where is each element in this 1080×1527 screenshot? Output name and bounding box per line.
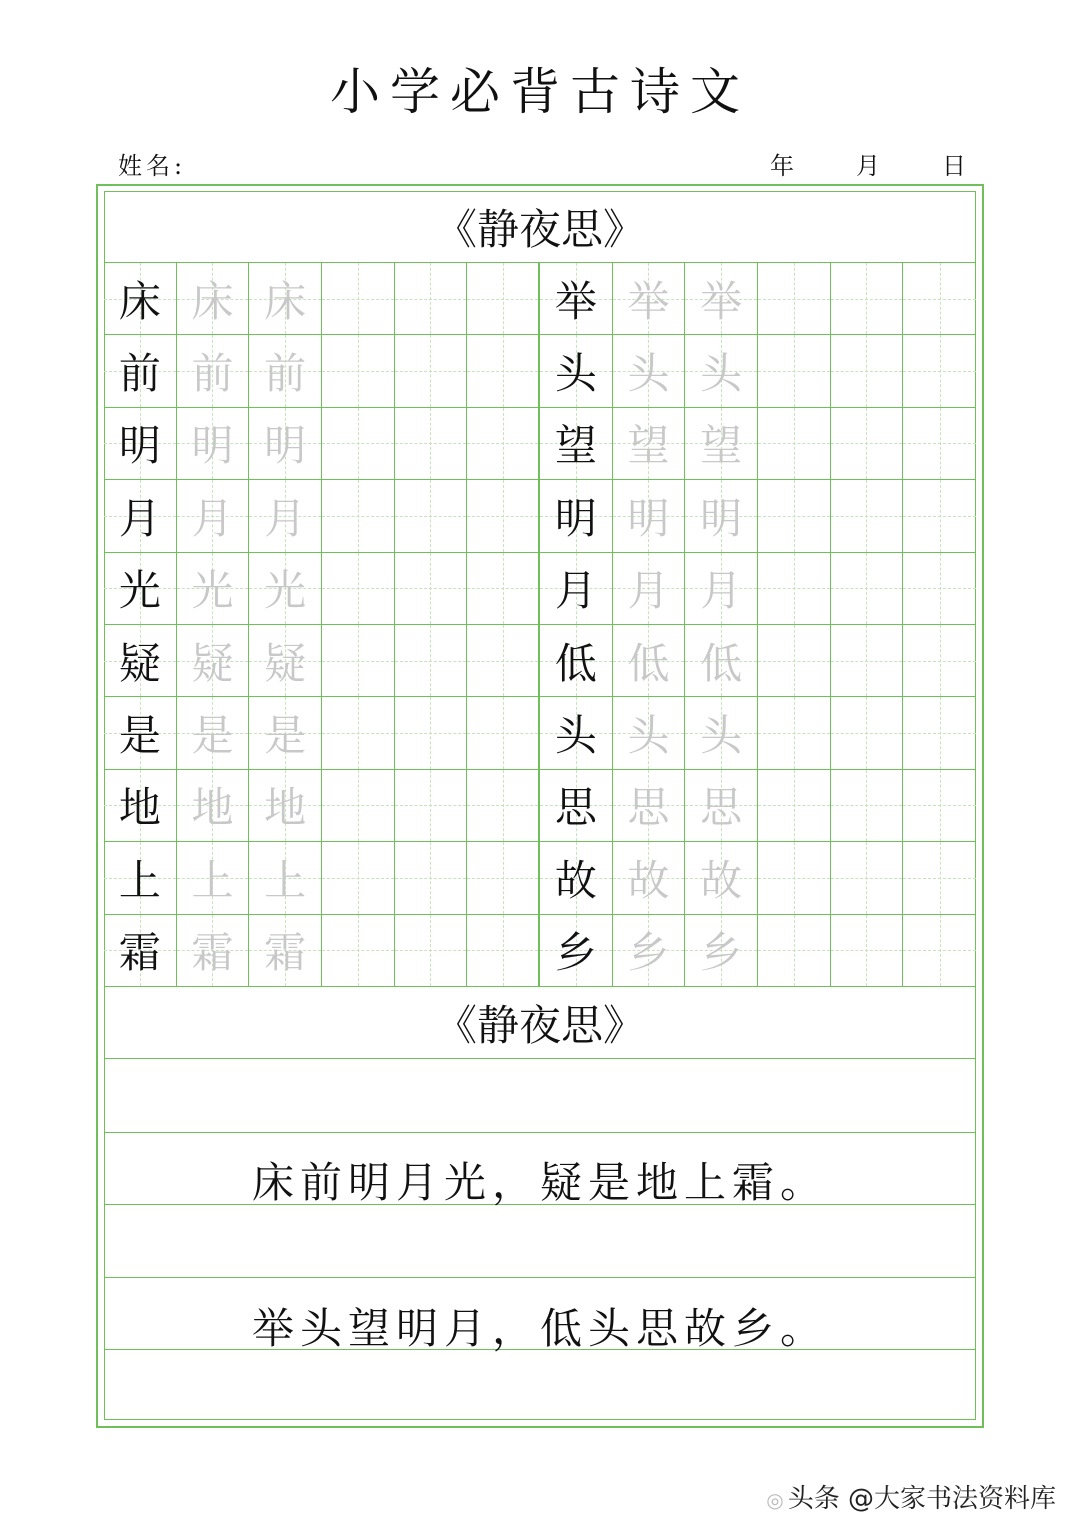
trace-char-cell	[685, 842, 758, 914]
grid-char: 霜	[264, 928, 307, 978]
empty-practice-cell	[467, 697, 540, 769]
empty-practice-cell	[831, 915, 904, 987]
empty-practice-cell	[758, 915, 831, 987]
empty-practice-cell	[831, 625, 904, 697]
grid-char: 光	[191, 566, 234, 616]
model-char-cell	[104, 625, 177, 697]
grid-char: 乡	[700, 928, 743, 978]
poem-title-top: 《静夜思》	[104, 191, 976, 263]
trace-char-cell	[249, 697, 322, 769]
grid-char: 明	[264, 421, 307, 471]
grid-char: 光	[264, 566, 307, 616]
grid-char: 低	[700, 638, 743, 688]
empty-practice-cell	[467, 408, 540, 480]
trace-char-cell	[249, 842, 322, 914]
empty-practice-cell	[467, 263, 540, 335]
grid-char: 上	[264, 855, 307, 905]
empty-practice-cell	[322, 915, 395, 987]
model-char-cell	[104, 263, 177, 335]
empty-practice-cell	[322, 625, 395, 697]
grid-char: 月	[264, 493, 307, 543]
empty-practice-cell	[758, 770, 831, 842]
grid-char: 地	[118, 783, 161, 833]
empty-practice-cell	[903, 335, 976, 407]
empty-practice-cell	[758, 335, 831, 407]
model-char-cell	[540, 697, 613, 769]
trace-char-cell	[177, 915, 250, 987]
empty-practice-cell	[395, 335, 468, 407]
grid-char: 疑	[264, 638, 307, 688]
model-char-cell	[540, 842, 613, 914]
empty-practice-cell	[395, 480, 468, 552]
empty-practice-cell	[903, 770, 976, 842]
trace-char-cell	[613, 335, 686, 407]
grid-char: 望	[627, 421, 670, 471]
grid-char: 上	[118, 855, 161, 905]
grid-char: 举	[554, 276, 597, 326]
poem-title-bottom: 《静夜思》	[104, 987, 976, 1059]
grid-char: 明	[118, 421, 161, 471]
grid-char: 是	[191, 711, 234, 761]
poem-line-1: 床前明月光，疑是地上霜。	[251, 1158, 828, 1207]
model-char-cell	[104, 335, 177, 407]
trace-char-cell	[249, 625, 322, 697]
trace-char-cell	[177, 480, 250, 552]
grid-char: 明	[700, 493, 743, 543]
empty-practice-cell	[831, 480, 904, 552]
empty-practice-cell	[467, 842, 540, 914]
grid-char: 低	[554, 638, 597, 688]
empty-practice-cell	[322, 697, 395, 769]
trace-char-cell	[685, 915, 758, 987]
trace-char-cell	[249, 915, 322, 987]
grid-char: 头	[700, 349, 743, 399]
trace-char-cell	[613, 553, 686, 625]
grid-char: 疑	[118, 638, 161, 688]
grid-char: 低	[627, 638, 670, 688]
trace-char-cell	[177, 625, 250, 697]
grid-char: 明	[627, 493, 670, 543]
empty-practice-cell	[903, 408, 976, 480]
trace-char-cell	[613, 915, 686, 987]
trace-char-cell	[177, 842, 250, 914]
empty-practice-cell	[831, 553, 904, 625]
empty-practice-cell	[322, 408, 395, 480]
grid-char: 头	[627, 349, 670, 399]
model-char-cell	[104, 915, 177, 987]
watermark-text: 头条 @大家书法资料库	[787, 1484, 1056, 1514]
trace-char-cell	[685, 553, 758, 625]
grid-char: 上	[191, 855, 234, 905]
empty-practice-cell	[903, 697, 976, 769]
empty-practice-cell	[395, 915, 468, 987]
empty-practice-cell	[395, 697, 468, 769]
trace-char-cell	[685, 770, 758, 842]
empty-practice-cell	[395, 263, 468, 335]
empty-practice-cell	[467, 915, 540, 987]
grid-char: 思	[627, 783, 670, 833]
trace-char-cell	[685, 263, 758, 335]
empty-practice-cell	[903, 263, 976, 335]
grid-char: 举	[627, 276, 670, 326]
trace-char-cell	[613, 697, 686, 769]
model-char-cell	[104, 842, 177, 914]
trace-char-cell	[685, 335, 758, 407]
grid-char: 举	[700, 276, 743, 326]
name-label: 姓名:	[118, 152, 187, 180]
empty-practice-cell	[322, 263, 395, 335]
writing-row	[104, 1205, 976, 1278]
empty-practice-cell	[322, 770, 395, 842]
trace-char-cell	[249, 408, 322, 480]
grid-char: 前	[264, 349, 307, 399]
empty-practice-cell	[467, 480, 540, 552]
grid-char: 明	[191, 421, 234, 471]
model-char-cell	[104, 697, 177, 769]
empty-practice-cell	[395, 625, 468, 697]
empty-practice-cell	[831, 408, 904, 480]
model-char-cell	[104, 553, 177, 625]
empty-practice-cell	[758, 408, 831, 480]
grid-char: 床	[118, 276, 161, 326]
empty-practice-cell	[831, 842, 904, 914]
grid-char: 床	[264, 276, 307, 326]
model-char-cell	[104, 408, 177, 480]
trace-char-cell	[249, 553, 322, 625]
grid-char: 月	[118, 493, 161, 543]
trace-char-cell	[685, 480, 758, 552]
empty-practice-cell	[322, 480, 395, 552]
grid-char: 明	[554, 493, 597, 543]
grid-char: 思	[554, 783, 597, 833]
trace-char-cell	[613, 770, 686, 842]
grid-char: 霜	[191, 928, 234, 978]
grid-char: 月	[554, 566, 597, 616]
year-label: 年	[770, 152, 794, 180]
grid-char: 霜	[118, 928, 161, 978]
grid-char: 乡	[627, 928, 670, 978]
empty-practice-cell	[758, 263, 831, 335]
grid-char: 是	[264, 711, 307, 761]
empty-practice-cell	[322, 553, 395, 625]
trace-char-cell	[613, 263, 686, 335]
empty-practice-cell	[831, 697, 904, 769]
grid-char: 地	[191, 783, 234, 833]
page-title: 小学必背古诗文	[330, 63, 750, 121]
empty-practice-cell	[903, 625, 976, 697]
empty-practice-cell	[395, 770, 468, 842]
empty-practice-cell	[467, 335, 540, 407]
grid-char: 前	[191, 349, 234, 399]
trace-char-cell	[177, 408, 250, 480]
empty-practice-cell	[903, 480, 976, 552]
model-char-cell	[104, 480, 177, 552]
empty-practice-cell	[322, 335, 395, 407]
grid-char: 乡	[554, 928, 597, 978]
trace-char-cell	[249, 263, 322, 335]
grid-char: 头	[627, 711, 670, 761]
trace-char-cell	[613, 842, 686, 914]
empty-practice-cell	[467, 770, 540, 842]
grid-char: 是	[118, 711, 161, 761]
trace-char-cell	[177, 335, 250, 407]
trace-char-cell	[177, 697, 250, 769]
model-char-cell	[540, 263, 613, 335]
trace-char-cell	[177, 770, 250, 842]
trace-char-cell	[249, 335, 322, 407]
grid-char: 疑	[191, 638, 234, 688]
grid-char: 光	[118, 566, 161, 616]
empty-practice-cell	[758, 480, 831, 552]
model-char-cell	[540, 625, 613, 697]
trace-char-cell	[613, 480, 686, 552]
grid-char: 头	[554, 711, 597, 761]
trace-char-cell	[685, 697, 758, 769]
practice-grid	[104, 263, 976, 987]
empty-practice-cell	[903, 915, 976, 987]
trace-char-cell	[249, 480, 322, 552]
model-char-cell	[540, 408, 613, 480]
empty-practice-cell	[758, 625, 831, 697]
grid-char: 地	[264, 783, 307, 833]
trace-char-cell	[177, 263, 250, 335]
grid-char: 故	[627, 855, 670, 905]
model-char-cell	[540, 553, 613, 625]
empty-practice-cell	[467, 553, 540, 625]
day-label: 日	[942, 152, 966, 180]
grid-char: 月	[627, 566, 670, 616]
empty-practice-cell	[758, 842, 831, 914]
empty-practice-cell	[903, 842, 976, 914]
empty-practice-cell	[903, 553, 976, 625]
grid-char: 前	[118, 349, 161, 399]
trace-char-cell	[685, 408, 758, 480]
writing-row	[104, 1059, 976, 1133]
empty-practice-cell	[831, 263, 904, 335]
trace-char-cell	[249, 770, 322, 842]
empty-practice-cell	[758, 553, 831, 625]
model-char-cell	[540, 770, 613, 842]
grid-char: 思	[700, 783, 743, 833]
grid-char: 月	[700, 566, 743, 616]
grid-char: 月	[191, 493, 234, 543]
empty-practice-cell	[467, 625, 540, 697]
trace-char-cell	[685, 625, 758, 697]
empty-practice-cell	[831, 770, 904, 842]
watermark-logo-icon: ◎	[766, 1488, 784, 1512]
model-char-cell	[540, 335, 613, 407]
trace-char-cell	[177, 553, 250, 625]
grid-char: 望	[700, 421, 743, 471]
empty-practice-cell	[395, 553, 468, 625]
empty-practice-cell	[395, 408, 468, 480]
grid-char: 故	[554, 855, 597, 905]
empty-practice-cell	[758, 697, 831, 769]
month-label: 月	[856, 152, 880, 180]
grid-char: 头	[700, 711, 743, 761]
grid-char: 床	[191, 276, 234, 326]
grid-char: 故	[700, 855, 743, 905]
trace-char-cell	[613, 625, 686, 697]
trace-char-cell	[613, 408, 686, 480]
grid-char: 望	[554, 421, 597, 471]
model-char-cell	[540, 915, 613, 987]
grid-char: 头	[554, 349, 597, 399]
poem-line-2: 举头望明月，低头思故乡。	[251, 1304, 828, 1353]
empty-practice-cell	[831, 335, 904, 407]
watermark	[766, 1478, 1056, 1515]
empty-practice-cell	[395, 842, 468, 914]
model-char-cell	[104, 770, 177, 842]
model-char-cell	[540, 480, 613, 552]
empty-practice-cell	[322, 842, 395, 914]
